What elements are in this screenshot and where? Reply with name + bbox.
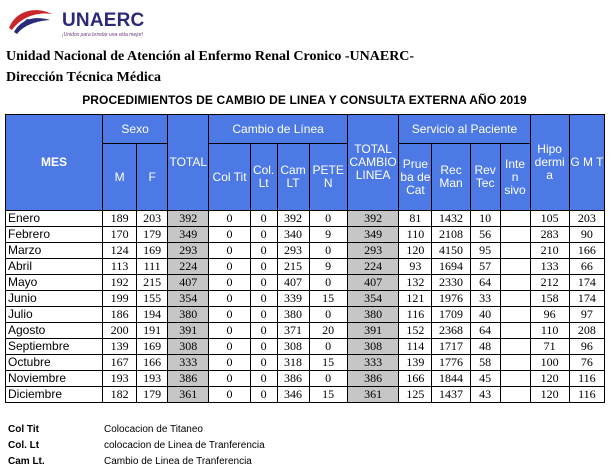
cell-f: 169 [137, 339, 168, 355]
cell-hipo: 120 [530, 371, 569, 387]
legend-desc: colocacion de Linea de Tranferencia [104, 440, 265, 451]
cell-total: 349 [168, 227, 209, 243]
cell-cam-lt: 371 [277, 323, 309, 339]
cell-hipo: 100 [530, 355, 569, 371]
cell-rev-tec: 95 [470, 243, 500, 259]
cell-gmt: 66 [569, 259, 604, 275]
cell-hipo: 120 [530, 387, 569, 403]
header-col-lt: Col. Lt [250, 144, 277, 211]
cell-total-cambio: 293 [347, 243, 399, 259]
cell-f: 179 [137, 387, 168, 403]
cell-total-cambio: 361 [347, 387, 399, 403]
cell-f: 191 [137, 323, 168, 339]
cell-total-cambio: 333 [347, 355, 399, 371]
cell-peten: 0 [309, 243, 347, 259]
cell-col-tit: 0 [209, 323, 250, 339]
cell-rec-man: 1432 [432, 211, 470, 227]
cell-total: 361 [168, 387, 209, 403]
cell-total: 386 [168, 371, 209, 387]
cell-prueba: 125 [399, 387, 432, 403]
header-total-cambio: TOTAL CAMBIO LINEA [347, 115, 399, 211]
cell-rev-tec: 56 [470, 227, 500, 243]
cell-prueba: 132 [399, 275, 432, 291]
table-row [6, 307, 605, 323]
cell-f: 169 [137, 243, 168, 259]
cell-gmt: 96 [569, 339, 604, 355]
cell-intensivo [500, 307, 530, 323]
cell-rec-man: 1776 [432, 355, 470, 371]
cell-prueba: 121 [399, 291, 432, 307]
cell-total: 293 [168, 243, 209, 259]
legend-desc: Colocacion de Titaneo [104, 424, 203, 435]
cell-col-tit: 0 [209, 259, 250, 275]
month-cell: Julio [6, 307, 103, 323]
cell-rev-tec: 64 [470, 275, 500, 291]
cell-cam-lt: 392 [277, 211, 309, 227]
cell-intensivo [500, 275, 530, 291]
cell-f: 203 [137, 211, 168, 227]
header-hipodermia: Hipo dermi a [530, 115, 569, 211]
cell-total-cambio: 386 [347, 371, 399, 387]
cell-peten: 0 [309, 307, 347, 323]
cell-f: 111 [137, 259, 168, 275]
cell-col-lt: 0 [250, 371, 277, 387]
cell-m: 189 [103, 211, 137, 227]
header-servicio: Servicio al Paciente [399, 115, 530, 144]
cell-m: 199 [103, 291, 137, 307]
cell-total-cambio: 407 [347, 275, 399, 291]
cell-col-lt: 0 [250, 339, 277, 355]
table-row [6, 243, 605, 259]
cell-rev-tec: 10 [470, 211, 500, 227]
cell-rec-man: 2108 [432, 227, 470, 243]
cell-gmt: 90 [569, 227, 604, 243]
cell-rec-man: 1844 [432, 371, 470, 387]
cell-peten: 9 [309, 227, 347, 243]
month-cell: Octubre [6, 355, 103, 371]
table-row [6, 211, 605, 227]
cell-rev-tec: 64 [470, 323, 500, 339]
cell-total-cambio: 349 [347, 227, 399, 243]
cell-col-lt: 0 [250, 275, 277, 291]
cell-cam-lt: 293 [277, 243, 309, 259]
header-prueba-cat: Prue ba de Cat [399, 144, 432, 211]
cell-peten: 15 [309, 355, 347, 371]
cell-rec-man: 1694 [432, 259, 470, 275]
cell-col-tit: 0 [209, 227, 250, 243]
cell-cam-lt: 346 [277, 387, 309, 403]
header-col-tit: Col Tit [209, 144, 250, 211]
logo-emblem-icon [6, 6, 54, 36]
month-cell: Noviembre [6, 371, 103, 387]
table-row [6, 371, 605, 387]
cell-peten: 0 [309, 339, 347, 355]
cell-hipo: 283 [530, 227, 569, 243]
cell-f: 155 [137, 291, 168, 307]
cell-rev-tec: 40 [470, 307, 500, 323]
cell-col-lt: 0 [250, 307, 277, 323]
header-gmt: G M T [569, 115, 604, 211]
cell-total: 392 [168, 211, 209, 227]
month-cell: Agosto [6, 323, 103, 339]
cell-rec-man: 1437 [432, 387, 470, 403]
cell-intensivo [500, 243, 530, 259]
cell-m: 170 [103, 227, 137, 243]
cell-cam-lt: 340 [277, 227, 309, 243]
cell-m: 113 [103, 259, 137, 275]
cell-peten: 9 [309, 259, 347, 275]
cell-prueba: 110 [399, 227, 432, 243]
header-rev-tec: Rev Tec [470, 144, 500, 211]
cell-total-cambio: 391 [347, 323, 399, 339]
cell-f: 166 [137, 355, 168, 371]
cell-intensivo [500, 387, 530, 403]
unaerc-logo [6, 4, 145, 40]
header-total: TOTAL [168, 115, 209, 211]
legend-item [8, 456, 252, 467]
cell-hipo: 110 [530, 323, 569, 339]
cell-m: 192 [103, 275, 137, 291]
cell-gmt: 208 [569, 323, 604, 339]
procedures-table [5, 114, 605, 403]
cell-prueba: 116 [399, 307, 432, 323]
cell-gmt: 116 [569, 387, 604, 403]
cell-rec-man: 2330 [432, 275, 470, 291]
cell-f: 194 [137, 307, 168, 323]
cell-rec-man: 1709 [432, 307, 470, 323]
cell-col-tit: 0 [209, 211, 250, 227]
cell-intensivo [500, 227, 530, 243]
header-rec-man: Rec Man [432, 144, 470, 211]
cell-prueba: 81 [399, 211, 432, 227]
cell-rec-man: 1717 [432, 339, 470, 355]
cell-intensivo [500, 211, 530, 227]
table-row [6, 227, 605, 243]
cell-gmt: 166 [569, 243, 604, 259]
cell-cam-lt: 386 [277, 371, 309, 387]
cell-intensivo [500, 259, 530, 275]
cell-col-lt: 0 [250, 323, 277, 339]
cell-total-cambio: 392 [347, 211, 399, 227]
cell-col-lt: 0 [250, 291, 277, 307]
cell-f: 215 [137, 275, 168, 291]
cell-col-lt: 0 [250, 387, 277, 403]
cell-peten: 0 [309, 211, 347, 227]
legend-abbr: Cam Lt. [8, 456, 45, 467]
cell-col-lt: 0 [250, 227, 277, 243]
cell-rev-tec: 57 [470, 259, 500, 275]
header-f: F [137, 144, 168, 211]
month-cell: Junio [6, 291, 103, 307]
cell-peten: 20 [309, 323, 347, 339]
cell-col-lt: 0 [250, 211, 277, 227]
legend-abbr: Col. Lt [8, 440, 40, 451]
table-row [6, 387, 605, 403]
cell-col-tit: 0 [209, 371, 250, 387]
cell-cam-lt: 308 [277, 339, 309, 355]
cell-intensivo [500, 355, 530, 371]
cell-prueba: 166 [399, 371, 432, 387]
cell-total: 407 [168, 275, 209, 291]
cell-total: 354 [168, 291, 209, 307]
cell-cam-lt: 215 [277, 259, 309, 275]
cell-f: 193 [137, 371, 168, 387]
cell-m: 139 [103, 339, 137, 355]
table-row [6, 323, 605, 339]
legend-item [8, 440, 265, 451]
cell-prueba: 114 [399, 339, 432, 355]
cell-gmt: 97 [569, 307, 604, 323]
cell-total-cambio: 224 [347, 259, 399, 275]
cell-rec-man: 2368 [432, 323, 470, 339]
table-row [6, 339, 605, 355]
header-intensivo: Inte n sivo [500, 144, 530, 211]
month-cell: Diciembre [6, 387, 103, 403]
cell-m: 182 [103, 387, 137, 403]
cell-total: 224 [168, 259, 209, 275]
cell-total-cambio: 308 [347, 339, 399, 355]
header-sexo: Sexo [103, 115, 168, 144]
cell-intensivo [500, 323, 530, 339]
cell-prueba: 152 [399, 323, 432, 339]
cell-gmt: 116 [569, 371, 604, 387]
cell-hipo: 133 [530, 259, 569, 275]
header-cambio-linea: Cambio de Línea [209, 115, 347, 144]
cell-prueba: 93 [399, 259, 432, 275]
month-cell: Septiembre [6, 339, 103, 355]
cell-m: 193 [103, 371, 137, 387]
cell-gmt: 203 [569, 211, 604, 227]
cell-m: 200 [103, 323, 137, 339]
cell-peten: 15 [309, 387, 347, 403]
cell-m: 186 [103, 307, 137, 323]
cell-m: 167 [103, 355, 137, 371]
cell-peten: 0 [309, 371, 347, 387]
table-row [6, 355, 605, 371]
cell-col-tit: 0 [209, 275, 250, 291]
table-row [6, 291, 605, 307]
cell-col-tit: 0 [209, 339, 250, 355]
cell-col-tit: 0 [209, 355, 250, 371]
cell-total: 380 [168, 307, 209, 323]
cell-col-lt: 0 [250, 259, 277, 275]
legend-desc: Cambio de Linea de Tranferencia [104, 456, 252, 467]
cell-f: 179 [137, 227, 168, 243]
logo-name: UNAERC [62, 10, 145, 31]
cell-hipo: 210 [530, 243, 569, 259]
cell-intensivo [500, 371, 530, 387]
cell-rec-man: 4150 [432, 243, 470, 259]
cell-prueba: 139 [399, 355, 432, 371]
cell-cam-lt: 380 [277, 307, 309, 323]
report-title: PROCEDIMIENTOS DE CAMBIO DE LINEA Y CONSULTA EXTERNA AÑO 2019 [82, 93, 527, 107]
month-cell: Abril [6, 259, 103, 275]
header-m: M [103, 144, 137, 211]
cell-total: 308 [168, 339, 209, 355]
month-cell: Febrero [6, 227, 103, 243]
cell-intensivo [500, 339, 530, 355]
cell-rev-tec: 45 [470, 371, 500, 387]
cell-total-cambio: 380 [347, 307, 399, 323]
header-mes: MES [6, 115, 103, 211]
month-cell: Enero [6, 211, 103, 227]
cell-rec-man: 1976 [432, 291, 470, 307]
cell-m: 124 [103, 243, 137, 259]
cell-rev-tec: 48 [470, 339, 500, 355]
cell-hipo: 96 [530, 307, 569, 323]
cell-gmt: 174 [569, 275, 604, 291]
header-cam-lt: Cam LT [277, 144, 309, 211]
cell-hipo: 158 [530, 291, 569, 307]
cell-peten: 15 [309, 291, 347, 307]
legend-item [8, 424, 203, 435]
cell-hipo: 212 [530, 275, 569, 291]
cell-hipo: 105 [530, 211, 569, 227]
cell-col-lt: 0 [250, 355, 277, 371]
department-name: Dirección Técnica Médica [6, 70, 161, 85]
legend-abbr: Col Tit [8, 424, 39, 435]
cell-rev-tec: 43 [470, 387, 500, 403]
cell-rev-tec: 58 [470, 355, 500, 371]
cell-gmt: 174 [569, 291, 604, 307]
cell-intensivo [500, 291, 530, 307]
cell-total: 391 [168, 323, 209, 339]
cell-total: 333 [168, 355, 209, 371]
cell-total-cambio: 354 [347, 291, 399, 307]
month-cell: Mayo [6, 275, 103, 291]
cell-hipo: 71 [530, 339, 569, 355]
cell-col-tit: 0 [209, 291, 250, 307]
cell-cam-lt: 407 [277, 275, 309, 291]
cell-peten: 0 [309, 275, 347, 291]
cell-col-tit: 0 [209, 307, 250, 323]
cell-cam-lt: 339 [277, 291, 309, 307]
cell-gmt: 76 [569, 355, 604, 371]
cell-rev-tec: 33 [470, 291, 500, 307]
cell-prueba: 120 [399, 243, 432, 259]
table-row [6, 275, 605, 291]
cell-cam-lt: 318 [277, 355, 309, 371]
organization-name: Unidad Nacional de Atención al Enfermo Renal Cronico -UNAERC- [6, 49, 415, 64]
cell-col-tit: 0 [209, 387, 250, 403]
cell-col-lt: 0 [250, 243, 277, 259]
header-peten: PETE N [309, 144, 347, 211]
logo-tagline: ¡Unidos para brindar una vida mejor! [62, 32, 144, 38]
table-row [6, 259, 605, 275]
cell-col-tit: 0 [209, 243, 250, 259]
month-cell: Marzo [6, 243, 103, 259]
